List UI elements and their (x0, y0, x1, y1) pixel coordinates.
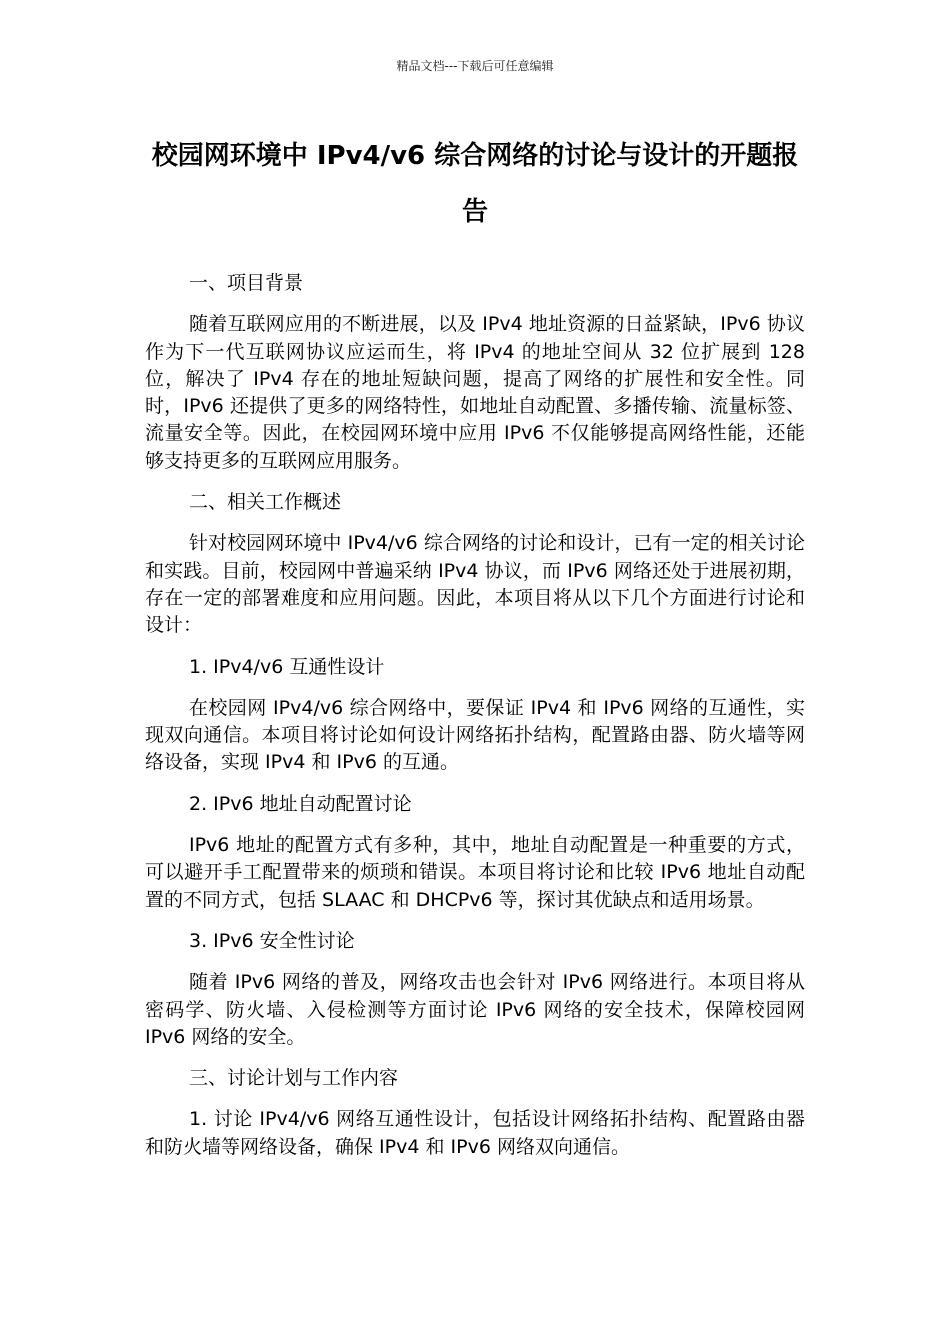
section-heading-related-work: 二、相关工作概述 (189, 491, 342, 514)
document-body (145, 270, 805, 1175)
section-heading-background: 一、项目背景 (189, 272, 304, 294)
paragraph-interoperability: 在校园网 IPv4/v6 综合网络中，要保证 IPv4 和 IPv6 网络的互通性，实现双向通信。本项目将讨论如何设计网络拓扑结构，配置路由器、防火墙等网络设备，实现 IPv4 和 IPv6 的互通。 (145, 696, 805, 774)
paragraph-plan-item-1: 1. 讨论 IPv4/v6 网络互通性设计，包括设计网络拓扑结构、配置路由器和防火墙等网络设备，确保 IPv4 和 IPv6 网络双向通信。 (145, 1108, 805, 1158)
subheading-interoperability: 1. IPv4/v6 互通性设计 (189, 655, 385, 678)
paragraph-related-work: 针对校园网环境中 IPv4/v6 综合网络的讨论和设计，已有一定的相关讨论和实践。目前，校园网中普遍采纳 IPv4 协议，而 IPv6 网络还处于进展初期，存在一定的部署难度和应用问题。因此，本项目将从以下几个方面进行讨论和设计： (145, 532, 805, 637)
paragraph-autoconfig: IPv6 地址的配置方式有多种，其中，地址自动配置是一种重要的方式，可以避开手工配置带来的烦琐和错误。本项目将讨论和比较 IPv6 地址自动配置的不同方式，包括 SLAAC 和 DHCPv6 等，探讨其优缺点和适用场景。 (145, 834, 805, 911)
document-title: 校园网环境中 IPv4/v6 综合网络的讨论与设计的开题报告 (151, 141, 799, 227)
page-header: 精品文档---下载后可任意编辑 (396, 59, 554, 73)
paragraph-background: 随着互联网应用的不断进展，以及 IPv4 地址资源的日益紧缺，IPv6 协议作为下一代互联网协议应运而生，将 IPv4 的地址空间从 32 位扩展到 128 位，解决了 IPv4 存在的地址短缺问题，提高了网络的扩展性和安全性。同时，IPv6 还提供了更多的网络特性，如地址自动配置、多播传输、流量标签、流量安全等。因此，在校园网环境中应用 IPv6 不仅能够提高网络性能，还能够支持更多的互联网应用服务。 (145, 313, 805, 472)
section-heading-plan: 三、讨论计划与工作内容 (189, 1067, 399, 1090)
subheading-security: 3. IPv6 安全性讨论 (189, 929, 355, 952)
paragraph-security: 随着 IPv6 网络的普及，网络攻击也会针对 IPv6 网络进行。本项目将从密码学、防火墙、入侵检测等方面讨论 IPv6 网络的安全技术，保障校园网 IPv6 网络的安全。 (145, 971, 805, 1048)
subheading-autoconfig: 2. IPv6 地址自动配置讨论 (189, 792, 412, 815)
